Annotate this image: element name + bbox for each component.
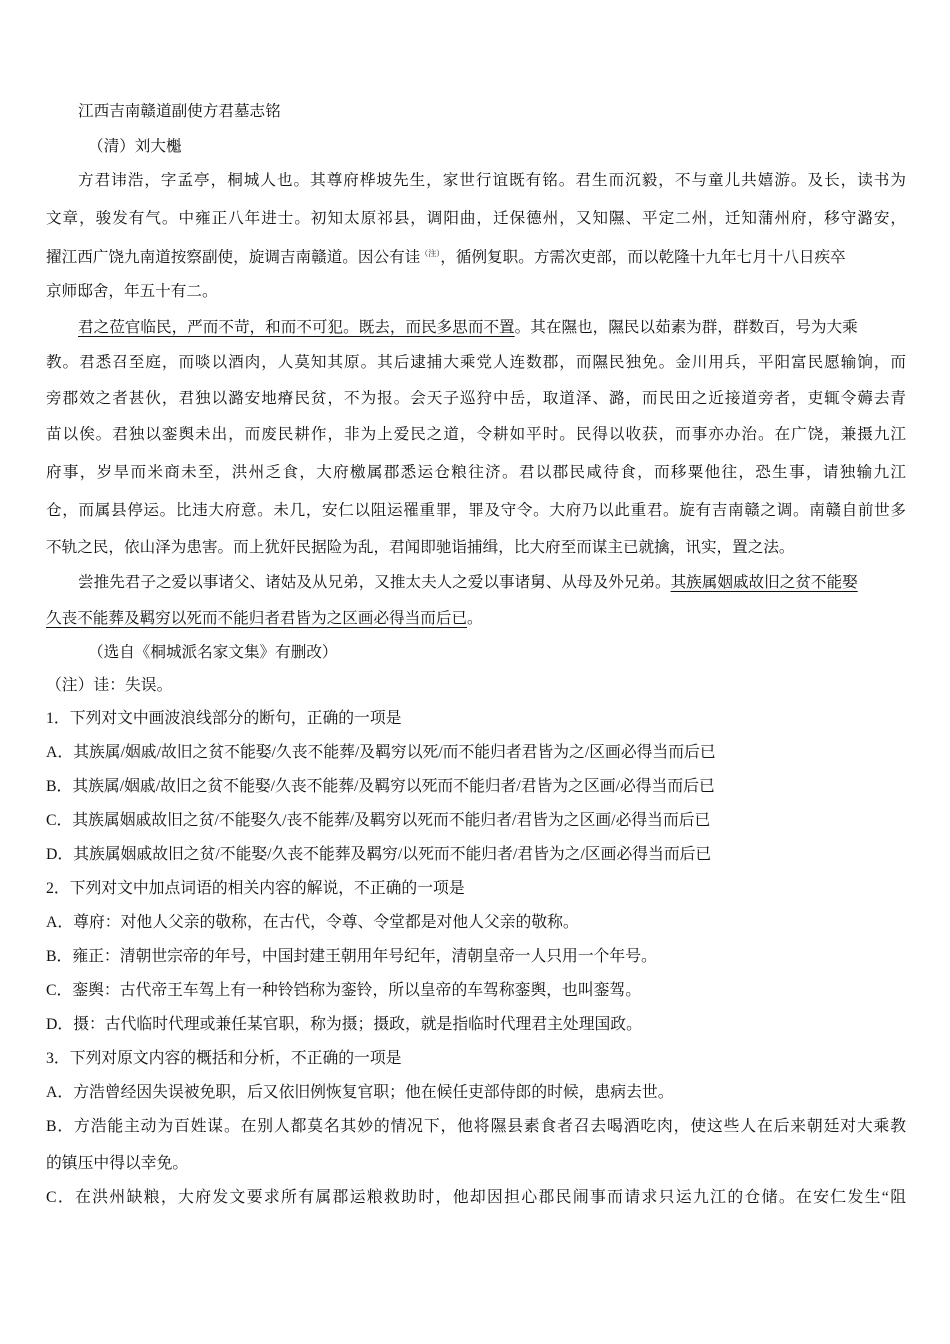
- question-3-stem: 3．下列对原文内容的概括和分析，不正确的一项是: [46, 1050, 402, 1067]
- paragraph-1-line-3: [46, 242, 906, 269]
- paragraph-2-line-5: 府事，岁旱而米商未至，洪州乏食，大府檄属郡悉运仓粮往济。君以郡民咸待食，而移粟他往，恐生事，请独输九江: [46, 463, 906, 481]
- text-segment: 擢江西广饶九南道按察副使，旋调吉南赣道。因公有诖: [46, 248, 421, 266]
- paragraph-3-line-1: [78, 570, 906, 594]
- article-title: 江西吉南赣道副使方君墓志铭: [78, 102, 281, 120]
- text-segment: ，循例复职。方需次吏部，而以乾隆十九年七月十八日疾卒: [440, 248, 846, 266]
- paragraph-2-line-3: 旁郡效之者甚伙，君独以潞安地瘠民贫，不为报。会天子巡狩中岳，取道泽、潞，而民田之近接道旁者，吏辄令薅去青: [46, 389, 906, 407]
- source-citation: （选自《桐城派名家文集》有删改）: [88, 643, 338, 661]
- text-segment: 。: [467, 609, 483, 627]
- underlined-sentence: 君之莅官临民，严而不苛，和而不可犯。既去，而民多思而不置: [78, 318, 515, 336]
- paragraph-2-line-2: 教。君悉召至庭，而啖以酒肉，人莫知其原。其后逮捕大乘党人连数郡，而隰民独免。金川用兵，平阳富民愿输饷，而: [46, 353, 906, 371]
- wavy-underlined-text: 其族属姻戚故旧之贫不能娶: [670, 573, 858, 591]
- text-segment: 尝推先君子之爱以事诸父、诸姑及从兄弟，又推太夫人之爱以事诸舅、从母及外兄弟。: [78, 573, 671, 591]
- question-1-stem: 1．下列对文中画波浪线部分的断句，正确的一项是: [46, 710, 402, 727]
- question-2-option-c: C．銮舆：古代帝王车驾上有一种铃铛称为銮铃，所以皇帝的车驾称銮舆，也叫銮驾。: [46, 982, 642, 999]
- question-1-option-c: C．其族属姻戚故旧之贫/不能娶久/丧不能葬/及羁穷以死而不能归者/君皆为之区画/必得当而后已: [46, 812, 711, 829]
- question-3-option-b-line-2: 的镇压中得以幸免。: [46, 1155, 189, 1172]
- paragraph-2-line-7: 不轨之民，依山泽为患害。而上犹奸民据险为乱，君闻即驰诣捕缉，比大府至而谋主已就擒，讯实，置之法。: [46, 538, 795, 556]
- footnote: （注）诖：失误。: [46, 677, 173, 694]
- question-2-stem: 2．下列对文中加点词语的相关内容的解说，不正确的一项是: [46, 880, 465, 897]
- wavy-underlined-text: 久丧不能葬及羁穷以死而不能归者君皆为之区画必得当而后已: [46, 609, 468, 627]
- question-1-option-a: A．其族属/姻戚/故旧之贫不能娶/久丧不能葬/及羁穷以死/而不能归者君皆为之/区画必得当而后已: [46, 744, 716, 761]
- text-segment: 。其在隰也，隰民以茹素为群，群数百，号为大乘: [514, 318, 858, 336]
- question-1-option-d: D．其族属姻戚故旧之贫/不能娶/久丧不能葬及羁穷/以死而不能归者/君皆为之/区画必得当而后已: [46, 846, 712, 863]
- question-3-option-a: A．方浩曾经因失误被免职，后又依旧例恢复官职；他在候任吏部侍郎的时候，患病去世。: [46, 1084, 674, 1101]
- paragraph-1-line-1: 方君讳浩，字孟亭，桐城人也。其尊府桦坡先生，家世行谊既有铭。君生而沉毅，不与童儿共嬉游。及长，读书为: [78, 171, 906, 189]
- question-2-option-a: A．尊府：对他人父亲的敬称，在古代，令尊、令堂都是对他人父亲的敬称。: [46, 914, 579, 931]
- paragraph-2-line-6: 仓，而属县停运。比违大府意。未几，安仁以阻运罹重罪，罪及守令。大府乃以此重君。旋有吉南赣之调。南赣自前世多: [46, 501, 906, 519]
- question-3-option-b-line-1: B．方浩能主动为百姓谋。在别人都莫名其妙的情况下，他将隰县素食者召去喝酒吃肉，使这些人在后来朝廷对大乘教: [46, 1118, 906, 1135]
- paragraph-2-line-1: [78, 315, 906, 339]
- paragraph-3-line-2: [46, 606, 906, 630]
- question-2-option-d: D．摄：古代临时代理或兼任某官职，称为摄；摄政，就是指临时代理君主处理国政。: [46, 1016, 642, 1033]
- question-2-option-b: B．雍正：清朝世宗帝的年号，中国封建王朝用年号纪年，清朝皇帝一人只用一个年号。: [46, 948, 657, 965]
- question-1-option-b: B．其族属/姻戚/故旧之贫不能娶/久丧不能葬/及羁穷以死而不能归者/君皆为之区画/必得当而后已: [46, 778, 715, 795]
- paragraph-1-line-2: 文章，骏发有气。中雍正八年进士。初知太原祁县，调阳曲，迁保德州，又知隰、平定二州，迁知蒲州府，移守潞安，: [46, 209, 906, 227]
- footnote-marker: （注）: [420, 249, 441, 258]
- article-author: （清）刘大櫆: [88, 137, 182, 155]
- paragraph-1-line-4: 京师邸舍，年五十有二。: [46, 282, 218, 300]
- paragraph-2-line-4: 苗以俟。君独以銮舆未出，而废民耕作，非为上爱民之道，令耕如平时。民得以收获，而事亦办治。在广饶，兼摄九江: [46, 425, 906, 443]
- question-3-option-c-line-1: C．在洪州缺粮，大府发文要求所有属郡运粮救助时，他却因担心郡民闹事而请求只运九江的仓储。在安仁发生“阻: [46, 1189, 906, 1206]
